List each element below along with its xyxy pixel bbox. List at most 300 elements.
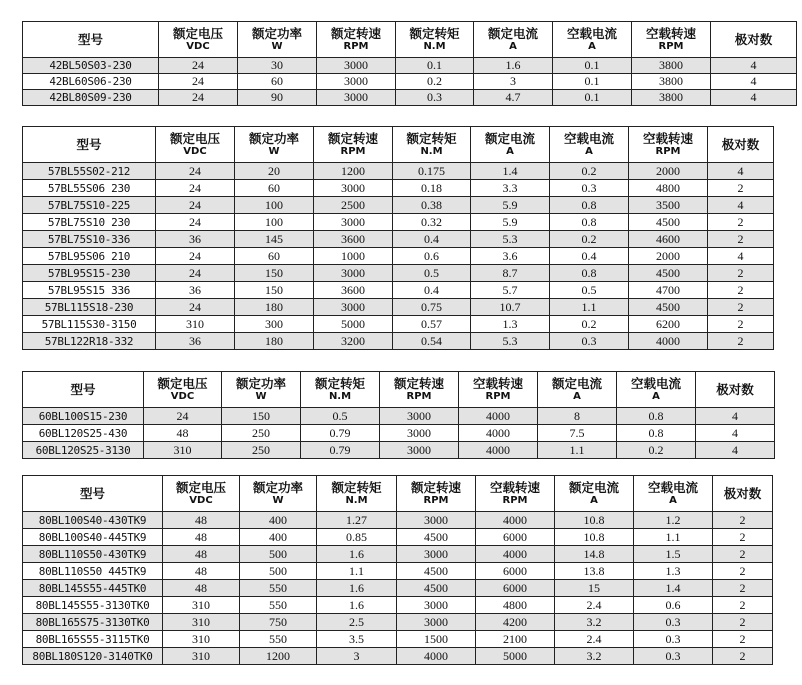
column-header <box>238 22 317 58</box>
value-cell: 3 <box>317 648 397 665</box>
value-cell: 4 <box>711 58 797 74</box>
value-cell: 5.9 <box>471 197 550 214</box>
column-header <box>538 372 617 408</box>
model-cell: 80BL165S75-3130TK0 <box>23 614 163 631</box>
column-header-unit: RPM <box>406 391 432 402</box>
value-cell: 0.75 <box>393 299 471 316</box>
column-header-unit: A <box>588 41 596 52</box>
model-cell: 42BL50S03-230 <box>23 58 159 74</box>
value-cell: 0.2 <box>396 74 474 90</box>
value-cell: 1.2 <box>634 512 713 529</box>
column-header <box>23 127 156 163</box>
value-cell: 0.57 <box>393 316 471 333</box>
value-cell: 4 <box>696 425 775 442</box>
value-cell: 4800 <box>629 180 708 197</box>
value-cell: 3000 <box>380 442 459 459</box>
value-cell: 3000 <box>317 58 396 74</box>
value-cell: 750 <box>240 614 317 631</box>
table-row <box>23 408 775 425</box>
spec-table-42bl <box>22 21 797 106</box>
column-header <box>632 22 711 58</box>
value-cell: 0.3 <box>634 631 713 648</box>
value-cell: 0.54 <box>393 333 471 350</box>
value-cell: 100 <box>235 214 314 231</box>
model-cell: 42BL60S06-230 <box>23 74 159 90</box>
column-header-unit: A <box>590 495 598 506</box>
table-row <box>23 512 773 529</box>
value-cell: 4600 <box>629 231 708 248</box>
value-cell: 0.4 <box>393 282 471 299</box>
model-cell: 60BL120S25-3130 <box>23 442 144 459</box>
value-cell: 2 <box>708 299 774 316</box>
value-cell: 5.3 <box>471 333 550 350</box>
value-cell: 1200 <box>314 163 393 180</box>
column-header-label: 空载转速 <box>645 26 696 41</box>
value-cell: 48 <box>163 580 240 597</box>
value-cell: 0.1 <box>553 58 632 74</box>
value-cell: 4000 <box>459 442 538 459</box>
column-header-unit: A <box>509 41 517 52</box>
value-cell: 2 <box>708 333 774 350</box>
value-cell: 4.7 <box>474 90 553 106</box>
value-cell: 2 <box>708 180 774 197</box>
column-header-label: 型号 <box>79 486 105 501</box>
column-header-unit: RPM <box>502 495 528 506</box>
value-cell: 1.6 <box>317 597 397 614</box>
value-cell: 100 <box>235 197 314 214</box>
value-cell: 4200 <box>476 614 555 631</box>
value-cell: 1.27 <box>317 512 397 529</box>
value-cell: 1.1 <box>634 529 713 546</box>
table-row <box>23 333 774 350</box>
table-row <box>23 316 774 333</box>
value-cell: 2000 <box>629 248 708 265</box>
value-cell: 310 <box>163 648 240 665</box>
column-header <box>617 372 696 408</box>
table-row <box>23 231 774 248</box>
value-cell: 0.8 <box>617 408 696 425</box>
value-cell: 0.8 <box>550 265 629 282</box>
value-cell: 0.3 <box>634 614 713 631</box>
value-cell: 250 <box>222 425 301 442</box>
value-cell: 0.4 <box>393 231 471 248</box>
value-cell: 2500 <box>314 197 393 214</box>
value-cell: 0.1 <box>396 58 474 74</box>
value-cell: 0.8 <box>550 214 629 231</box>
column-header <box>317 476 397 512</box>
value-cell: 310 <box>163 597 240 614</box>
value-cell: 4500 <box>397 580 476 597</box>
spec-table-57bl <box>22 126 774 350</box>
value-cell: 4 <box>711 74 797 90</box>
column-header <box>23 22 159 58</box>
value-cell: 0.18 <box>393 180 471 197</box>
value-cell: 24 <box>156 248 235 265</box>
value-cell: 48 <box>163 546 240 563</box>
value-cell: 48 <box>163 529 240 546</box>
value-cell: 0.2 <box>550 316 629 333</box>
value-cell: 0.3 <box>634 648 713 665</box>
column-header-unit: A <box>652 391 660 402</box>
column-header-unit: RPM <box>423 495 449 506</box>
model-cell: 80BL100S40-445TK9 <box>23 529 163 546</box>
column-header <box>629 127 708 163</box>
value-cell: 24 <box>156 180 235 197</box>
column-header <box>235 127 314 163</box>
value-cell: 4000 <box>459 425 538 442</box>
value-cell: 550 <box>240 580 317 597</box>
value-cell: 500 <box>240 546 317 563</box>
value-cell: 24 <box>156 299 235 316</box>
value-cell: 24 <box>144 408 222 425</box>
model-cell: 80BL145S55-445TK0 <box>23 580 163 597</box>
model-cell: 57BL75S10 230 <box>23 214 156 231</box>
value-cell: 0.4 <box>550 248 629 265</box>
column-header-unit: RPM <box>343 41 369 52</box>
value-cell: 3000 <box>397 546 476 563</box>
column-header-label: 额定转速 <box>410 480 461 495</box>
value-cell: 6000 <box>476 580 555 597</box>
table-row <box>23 529 773 546</box>
value-cell: 0.3 <box>550 333 629 350</box>
value-cell: 4000 <box>459 408 538 425</box>
value-cell: 6000 <box>476 563 555 580</box>
column-header-label: 空载转速 <box>489 480 540 495</box>
table-row <box>23 74 797 90</box>
column-header <box>380 372 459 408</box>
value-cell: 0.2 <box>550 163 629 180</box>
value-cell: 10.8 <box>555 529 634 546</box>
column-header <box>240 476 317 512</box>
column-header-unit: A <box>669 495 677 506</box>
column-header-label: 额定转矩 <box>406 131 457 146</box>
value-cell: 4500 <box>629 214 708 231</box>
model-cell: 80BL180S120-3140TK0 <box>23 648 163 665</box>
value-cell: 0.85 <box>317 529 397 546</box>
value-cell: 2 <box>713 631 773 648</box>
model-cell: 80BL145S55-3130TK0 <box>23 597 163 614</box>
value-cell: 24 <box>156 214 235 231</box>
value-cell: 60 <box>235 180 314 197</box>
column-header-unit: VDC <box>189 495 213 506</box>
column-header <box>708 127 774 163</box>
header-row <box>23 476 773 512</box>
table-row <box>23 563 773 580</box>
value-cell: 3600 <box>314 231 393 248</box>
value-cell: 2 <box>713 529 773 546</box>
model-cell: 80BL110S50 445TK9 <box>23 563 163 580</box>
value-cell: 1.3 <box>634 563 713 580</box>
value-cell: 3200 <box>314 333 393 350</box>
column-header <box>23 372 144 408</box>
column-header-unit: RPM <box>485 391 511 402</box>
table-row <box>23 163 774 180</box>
value-cell: 0.8 <box>617 425 696 442</box>
table-row <box>23 614 773 631</box>
column-header <box>713 476 773 512</box>
value-cell: 2 <box>713 597 773 614</box>
column-header-label: 额定电流 <box>568 480 619 495</box>
table-row <box>23 58 797 74</box>
value-cell: 145 <box>235 231 314 248</box>
column-header-label: 额定转矩 <box>314 376 365 391</box>
value-cell: 36 <box>156 333 235 350</box>
column-header-label: 额定电压 <box>172 26 223 41</box>
column-header-label: 额定转速 <box>327 131 378 146</box>
value-cell: 4700 <box>629 282 708 299</box>
model-cell: 57BL95S15 336 <box>23 282 156 299</box>
column-header <box>396 22 474 58</box>
value-cell: 36 <box>156 231 235 248</box>
value-cell: 1.6 <box>317 546 397 563</box>
column-header <box>23 476 163 512</box>
value-cell: 3.2 <box>555 648 634 665</box>
value-cell: 2 <box>713 614 773 631</box>
model-cell: 57BL115S30-3150 <box>23 316 156 333</box>
value-cell: 0.1 <box>553 74 632 90</box>
value-cell: 4000 <box>476 512 555 529</box>
value-cell: 4000 <box>476 546 555 563</box>
column-header-unit: RPM <box>658 41 684 52</box>
model-cell: 80BL100S40-430TK9 <box>23 512 163 529</box>
column-header-unit: VDC <box>186 41 210 52</box>
column-header <box>553 22 632 58</box>
table-row <box>23 442 775 459</box>
column-header <box>471 127 550 163</box>
value-cell: 48 <box>144 425 222 442</box>
value-cell: 3000 <box>314 299 393 316</box>
table-row <box>23 580 773 597</box>
column-header-label: 型号 <box>76 137 102 152</box>
value-cell: 1200 <box>240 648 317 665</box>
value-cell: 3000 <box>314 214 393 231</box>
value-cell: 2 <box>713 546 773 563</box>
value-cell: 3000 <box>314 265 393 282</box>
model-cell: 80BL165S55-3115TK0 <box>23 631 163 648</box>
column-header <box>634 476 713 512</box>
value-cell: 14.8 <box>555 546 634 563</box>
value-cell: 500 <box>240 563 317 580</box>
column-header-label: 极对数 <box>734 32 773 47</box>
table-row <box>23 282 774 299</box>
value-cell: 2 <box>708 316 774 333</box>
value-cell: 1000 <box>314 248 393 265</box>
column-header-label: 额定转矩 <box>409 26 460 41</box>
value-cell: 4000 <box>397 648 476 665</box>
value-cell: 2 <box>713 512 773 529</box>
value-cell: 1.6 <box>474 58 553 74</box>
value-cell: 2 <box>713 563 773 580</box>
value-cell: 2 <box>708 231 774 248</box>
table-row <box>23 631 773 648</box>
value-cell: 0.6 <box>393 248 471 265</box>
value-cell: 20 <box>235 163 314 180</box>
table-row <box>23 197 774 214</box>
value-cell: 48 <box>163 512 240 529</box>
column-header <box>476 476 555 512</box>
model-cell: 42BL80S09-230 <box>23 90 159 106</box>
column-header-unit: N.M <box>328 391 352 402</box>
value-cell: 3000 <box>397 597 476 614</box>
value-cell: 0.3 <box>396 90 474 106</box>
column-header-label: 极对数 <box>716 382 754 397</box>
value-cell: 2.4 <box>555 631 634 648</box>
column-header-label: 极对数 <box>721 137 760 152</box>
value-cell: 2.4 <box>555 597 634 614</box>
model-cell: 80BL110S50-430TK9 <box>23 546 163 563</box>
value-cell: 3000 <box>380 408 459 425</box>
column-header-label: 额定电流 <box>484 131 535 146</box>
value-cell: 2 <box>708 282 774 299</box>
model-cell: 57BL95S06 210 <box>23 248 156 265</box>
value-cell: 4500 <box>397 563 476 580</box>
column-header-unit: N.M <box>423 41 446 52</box>
model-cell: 57BL115S18-230 <box>23 299 156 316</box>
value-cell: 150 <box>235 282 314 299</box>
value-cell: 3500 <box>629 197 708 214</box>
header-row <box>23 22 797 58</box>
value-cell: 4500 <box>397 529 476 546</box>
column-header-unit: RPM <box>340 146 366 157</box>
value-cell: 3.2 <box>555 614 634 631</box>
column-header-unit: N.M <box>345 495 368 506</box>
value-cell: 3800 <box>632 58 711 74</box>
value-cell: 0.1 <box>553 90 632 106</box>
value-cell: 2000 <box>629 163 708 180</box>
value-cell: 3000 <box>397 512 476 529</box>
value-cell: 5000 <box>314 316 393 333</box>
column-header <box>393 127 471 163</box>
column-header-label: 空载转速 <box>642 131 693 146</box>
value-cell: 3000 <box>380 425 459 442</box>
value-cell: 24 <box>156 265 235 282</box>
value-cell: 1.6 <box>317 580 397 597</box>
value-cell: 24 <box>159 74 238 90</box>
spec-table-60bl <box>22 371 775 459</box>
value-cell: 550 <box>240 631 317 648</box>
value-cell: 7.5 <box>538 425 617 442</box>
header-row <box>23 127 774 163</box>
value-cell: 36 <box>156 282 235 299</box>
column-header <box>555 476 634 512</box>
column-header-label: 额定功率 <box>235 376 286 391</box>
column-header-unit: VDC <box>170 391 195 402</box>
value-cell: 180 <box>235 333 314 350</box>
value-cell: 13.8 <box>555 563 634 580</box>
value-cell: 3000 <box>317 74 396 90</box>
column-header-unit: A <box>585 146 593 157</box>
column-header <box>314 127 393 163</box>
value-cell: 10.8 <box>555 512 634 529</box>
column-header-label: 额定电流 <box>487 26 538 41</box>
value-cell: 0.175 <box>393 163 471 180</box>
column-header-unit: N.M <box>420 146 443 157</box>
value-cell: 4 <box>711 90 797 106</box>
column-header-label: 额定功率 <box>248 131 299 146</box>
model-cell: 57BL55S06 230 <box>23 180 156 197</box>
value-cell: 150 <box>222 408 301 425</box>
table-row <box>23 90 797 106</box>
header-row <box>23 372 775 408</box>
column-header <box>474 22 553 58</box>
column-header-unit: W <box>268 146 280 157</box>
column-header-label: 额定功率 <box>251 26 302 41</box>
value-cell: 0.8 <box>550 197 629 214</box>
value-cell: 1.4 <box>634 580 713 597</box>
value-cell: 4 <box>708 163 774 180</box>
value-cell: 60 <box>235 248 314 265</box>
value-cell: 8.7 <box>471 265 550 282</box>
value-cell: 4 <box>708 197 774 214</box>
value-cell: 550 <box>240 597 317 614</box>
value-cell: 48 <box>163 563 240 580</box>
value-cell: 3.6 <box>471 248 550 265</box>
value-cell: 3000 <box>317 90 396 106</box>
model-cell: 57BL55S02-212 <box>23 163 156 180</box>
column-header-unit: RPM <box>655 146 681 157</box>
value-cell: 1500 <box>397 631 476 648</box>
column-header-unit: W <box>272 495 284 506</box>
value-cell: 1.3 <box>471 316 550 333</box>
table-row <box>23 425 775 442</box>
value-cell: 0.38 <box>393 197 471 214</box>
value-cell: 24 <box>156 163 235 180</box>
value-cell: 5.3 <box>471 231 550 248</box>
value-cell: 4 <box>696 442 775 459</box>
value-cell: 6000 <box>476 529 555 546</box>
value-cell: 2.5 <box>317 614 397 631</box>
value-cell: 15 <box>555 580 634 597</box>
column-header-label: 额定电压 <box>157 376 208 391</box>
value-cell: 2 <box>708 265 774 282</box>
column-header <box>711 22 797 58</box>
column-header <box>144 372 222 408</box>
column-header-label: 额定电压 <box>169 131 220 146</box>
value-cell: 4800 <box>476 597 555 614</box>
value-cell: 24 <box>156 197 235 214</box>
value-cell: 180 <box>235 299 314 316</box>
column-header <box>156 127 235 163</box>
column-header-label: 额定转速 <box>393 376 444 391</box>
column-header-label: 空载电流 <box>647 480 698 495</box>
column-header-label: 空载转速 <box>472 376 523 391</box>
value-cell: 60 <box>238 74 317 90</box>
value-cell: 3800 <box>632 74 711 90</box>
value-cell: 3600 <box>314 282 393 299</box>
table-row <box>23 180 774 197</box>
column-header-label: 空载电流 <box>630 376 681 391</box>
column-header-label: 额定转矩 <box>331 480 382 495</box>
spec-table-80bl <box>22 475 773 665</box>
value-cell: 400 <box>240 529 317 546</box>
value-cell: 5.9 <box>471 214 550 231</box>
column-header-label: 空载电流 <box>563 131 614 146</box>
value-cell: 0.5 <box>393 265 471 282</box>
value-cell: 8 <box>538 408 617 425</box>
value-cell: 300 <box>235 316 314 333</box>
column-header-unit: A <box>506 146 514 157</box>
column-header <box>459 372 538 408</box>
table-row <box>23 648 773 665</box>
value-cell: 1.1 <box>317 563 397 580</box>
value-cell: 4000 <box>629 333 708 350</box>
value-cell: 0.2 <box>550 231 629 248</box>
model-cell: 57BL95S15-230 <box>23 265 156 282</box>
column-header <box>163 476 240 512</box>
value-cell: 400 <box>240 512 317 529</box>
column-header <box>696 372 775 408</box>
column-header-unit: A <box>573 391 581 402</box>
